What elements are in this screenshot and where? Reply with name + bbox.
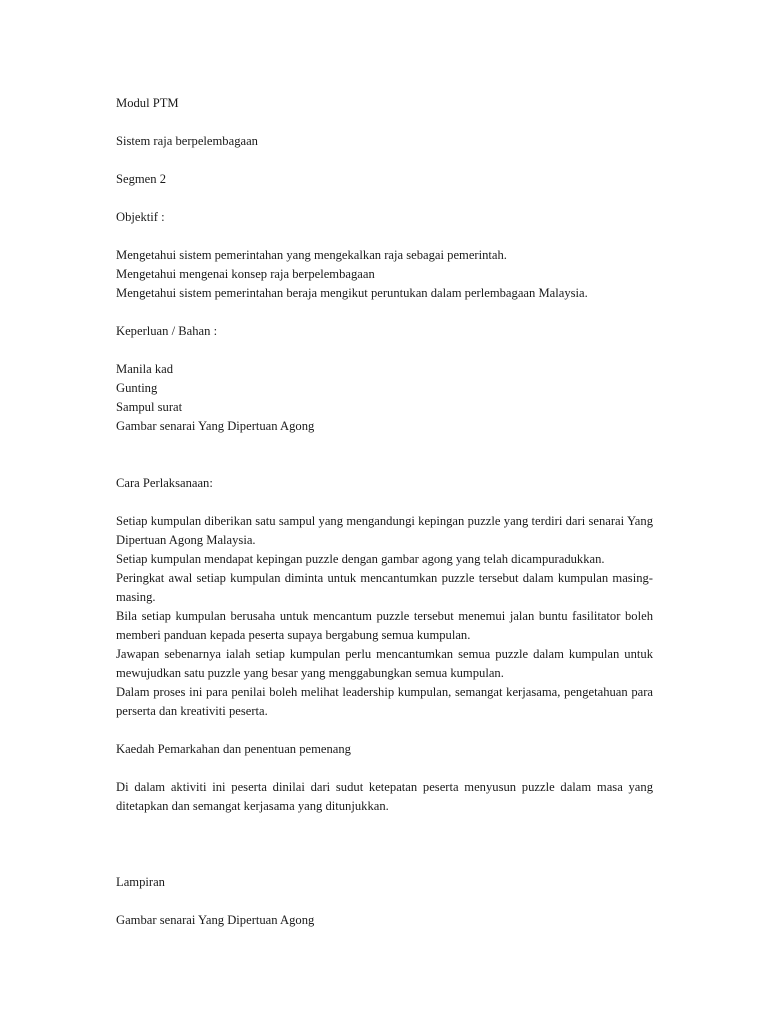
keperluan-heading: Keperluan / Bahan : xyxy=(116,324,218,338)
keperluan-item: Manila kad xyxy=(116,362,174,376)
cara-step: Peringkat awal setiap kumpulan diminta untuk mencantumkan puzzle tersebut dalam kumpulan masing-masing. xyxy=(116,571,653,604)
objektif-item: Mengetahui mengenai konsep raja berpelembagaan xyxy=(116,267,375,281)
keperluan-item: Sampul surat xyxy=(116,400,183,414)
cara-step: Setiap kumpulan mendapat kepingan puzzle dengan gambar agong yang telah dicampuradukkan. xyxy=(116,552,605,566)
objektif-item: Mengetahui sistem pemerintahan beraja mengikut peruntukan dalam perlembagaan Malaysia. xyxy=(116,286,588,300)
objektif-item: Mengetahui sistem pemerintahan yang mengekalkan raja sebagai pemerintah. xyxy=(116,248,507,262)
segment-label: Segmen 2 xyxy=(116,172,167,186)
cara-step: Dalam proses ini para penilai boleh melihat leadership kumpulan, semangat kerjasama, pengetahuan para perserta dan kreativiti peserta. xyxy=(116,685,653,718)
cara-heading: Cara Perlaksanaan: xyxy=(116,476,213,490)
lampiran-item: Gambar senarai Yang Dipertuan Agong xyxy=(116,913,315,927)
lampiran-heading: Lampiran xyxy=(116,875,165,889)
keperluan-item: Gunting xyxy=(116,381,158,395)
objektif-heading: Objektif : xyxy=(116,210,165,224)
document-title: Modul PTM xyxy=(116,96,179,110)
keperluan-item: Gambar senarai Yang Dipertuan Agong xyxy=(116,419,315,433)
kaedah-heading: Kaedah Pemarkahan dan penentuan pemenang xyxy=(116,742,351,756)
kaedah-text: Di dalam aktiviti ini peserta dinilai dari sudut ketepatan peserta menyusun puzzle dalam masa yang ditetapkan dan semangat kerjasama yang ditunjukkan. xyxy=(116,780,653,813)
document-page xyxy=(116,94,653,930)
cara-step: Bila setiap kumpulan berusaha untuk mencantum puzzle tersebut menemui jalan buntu fasilitator boleh memberi panduan kepada peserta supaya bergabung semua kumpulan. xyxy=(116,609,653,642)
cara-step: Setiap kumpulan diberikan satu sampul yang mengandungi kepingan puzzle yang terdiri dari senarai Yang Dipertuan Agong Malaysia. xyxy=(116,514,653,547)
cara-step: Jawapan sebenarnya ialah setiap kumpulan perlu mencantumkan semua puzzle dalam kumpulan untuk mewujudkan satu puzzle yang besar yang menggabungkan semua kumpulan. xyxy=(116,647,653,680)
document-subtitle: Sistem raja berpelembagaan xyxy=(116,134,258,148)
